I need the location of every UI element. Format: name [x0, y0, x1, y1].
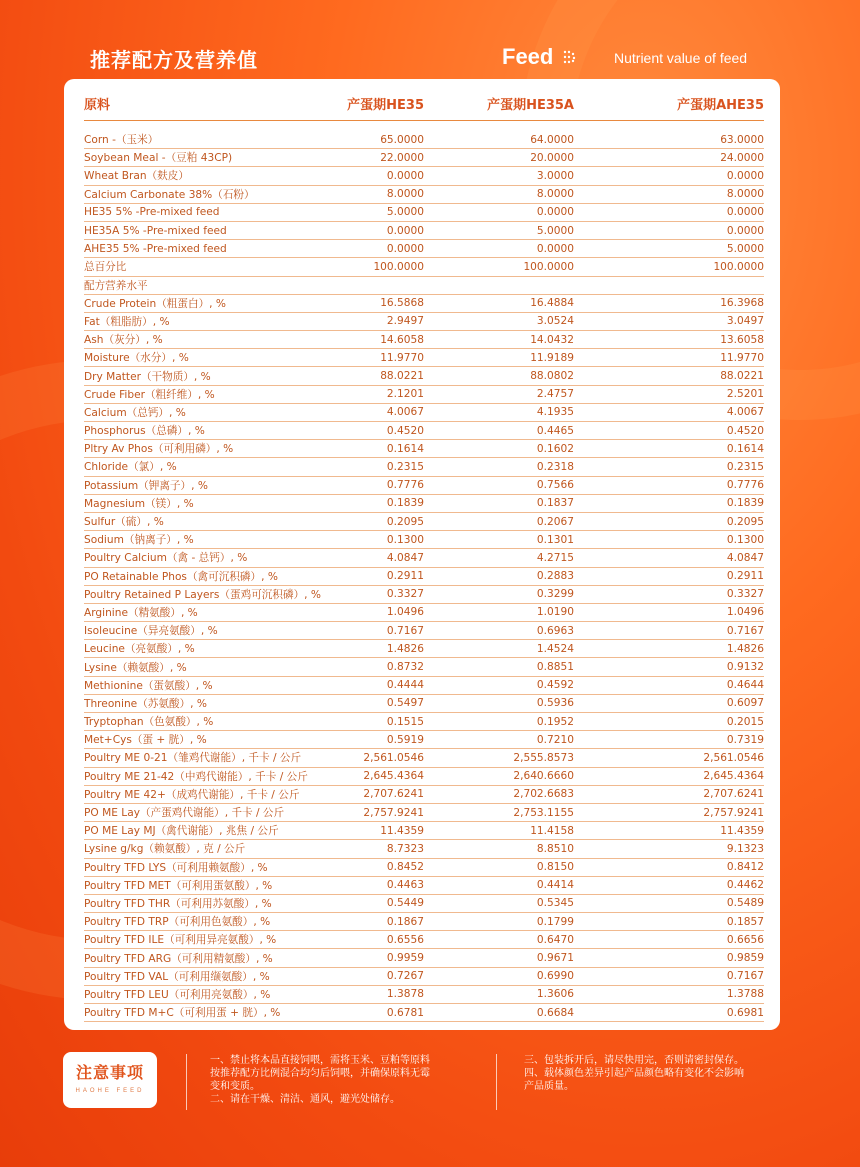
- notice-brand: HAOHE FEED: [75, 1088, 145, 1094]
- note-2: 二、请在干燥、清洁、通风，避光处储存。: [210, 1094, 400, 1105]
- cell-he35a: 2.4757: [424, 385, 574, 403]
- cell-he35: 2,757.9241: [344, 803, 424, 821]
- cell-he35: 0.2315: [344, 458, 424, 476]
- table-row: [84, 531, 764, 549]
- table-row: [84, 276, 764, 294]
- column-header-ahe35: 产蛋期AHE35: [574, 86, 764, 121]
- cell-ahe35: 0.0000: [574, 221, 764, 239]
- table-row: [84, 749, 764, 767]
- cell-he35: 0.4444: [344, 676, 424, 694]
- cell-he35a: 0.4414: [424, 876, 574, 894]
- cell-he35: 0.7267: [344, 967, 424, 985]
- cell-ingredient: PO ME Lay（产蛋鸡代谢能）, 千卡 / 公斤: [84, 803, 344, 821]
- cell-he35: 0.5449: [344, 894, 424, 912]
- cell-ahe35: 1.3788: [574, 985, 764, 1003]
- table-row: [84, 785, 764, 803]
- cell-ahe35: 0.0000: [574, 167, 764, 185]
- table-row: [84, 713, 764, 731]
- cell-ahe35: 3.0497: [574, 312, 764, 330]
- cell-he35: 0.5497: [344, 694, 424, 712]
- cell-ahe35: 8.0000: [574, 185, 764, 203]
- cell-he35: 0.9959: [344, 949, 424, 967]
- cell-ingredient: Fat（粗脂肪）, %: [84, 312, 344, 330]
- cell-he35a: 0.0000: [424, 203, 574, 221]
- table-row: [84, 822, 764, 840]
- cell-he35a: 0.5936: [424, 694, 574, 712]
- cell-ahe35: 2.5201: [574, 385, 764, 403]
- cell-ahe35: 9.1323: [574, 840, 764, 858]
- table-row: [84, 676, 764, 694]
- cell-ingredient: PO Retainable Phos（禽可沉积磷）, %: [84, 567, 344, 585]
- cell-ahe35: 0.7319: [574, 731, 764, 749]
- cell-he35a: 0.1301: [424, 531, 574, 549]
- note-1-line-1: 一、禁止将本品直接饲喂，需将玉米、豆粕等原料: [210, 1055, 430, 1066]
- cell-he35a: 0.1799: [424, 913, 574, 931]
- cell-ingredient: Poultry TFD M+C（可利用蛋 + 胱）, %: [84, 1004, 344, 1022]
- cell-ahe35: 13.6058: [574, 331, 764, 349]
- cell-he35a: 3.0000: [424, 167, 574, 185]
- cell-he35: 0.4520: [344, 422, 424, 440]
- cell-ahe35: 63.0000: [574, 131, 764, 149]
- cell-he35: 0.6556: [344, 931, 424, 949]
- cell-he35a: 2,753.1155: [424, 803, 574, 821]
- cell-he35: 0.2911: [344, 567, 424, 585]
- cell-ingredient: Poultry TFD VAL（可利用缬氨酸）, %: [84, 967, 344, 985]
- cell-ahe35: 24.0000: [574, 149, 764, 167]
- cell-he35: 0.1867: [344, 913, 424, 931]
- table-row: [84, 149, 764, 167]
- cell-he35: 0.0000: [344, 240, 424, 258]
- note-3: 三、包装拆开后，请尽快用完，否则请密封保存。: [524, 1055, 744, 1066]
- table-row: [84, 603, 764, 621]
- notes-column-1: [210, 1054, 480, 1106]
- cell-ingredient: Poultry Retained P Layers（蛋鸡可沉积磷）, %: [84, 585, 344, 603]
- cell-he35a: 16.4884: [424, 294, 574, 312]
- cell-he35a: 0.2067: [424, 512, 574, 530]
- cell-ingredient: 总百分比: [84, 258, 344, 276]
- cell-ingredient: Crude Fiber（粗纤维）, %: [84, 385, 344, 403]
- table-spacer: [84, 121, 764, 132]
- cell-ingredient: Magnesium（镁）, %: [84, 494, 344, 512]
- cell-he35a: 0.2883: [424, 567, 574, 585]
- cell-he35a: 4.2715: [424, 549, 574, 567]
- cell-ingredient: Leucine（亮氨酸）, %: [84, 640, 344, 658]
- cell-he35a: 0.7210: [424, 731, 574, 749]
- cell-ingredient: AHE35 5% -Pre-mixed feed: [84, 240, 344, 258]
- cell-he35a: 0.4465: [424, 422, 574, 440]
- note-1-line-2: 按推荐配方比例混合均匀后饲喂，并确保原料无霉: [210, 1068, 430, 1079]
- cell-ingredient: Poultry TFD TRP（可利用色氨酸）, %: [84, 913, 344, 931]
- cell-ahe35: 0.2015: [574, 713, 764, 731]
- page-header: [0, 0, 860, 80]
- cell-ingredient: Poultry TFD MET（可利用蛋氨酸）, %: [84, 876, 344, 894]
- cell-ahe35: 0.6656: [574, 931, 764, 949]
- table-row: [84, 458, 764, 476]
- cell-he35: 0.2095: [344, 512, 424, 530]
- cell-ahe35: 0.2315: [574, 458, 764, 476]
- column-header-he35: 产蛋期HE35: [344, 86, 424, 121]
- cell-ingredient: Corn -（玉米）: [84, 131, 344, 149]
- cell-ingredient: Poultry TFD ARG（可利用精氨酸）, %: [84, 949, 344, 967]
- column-header-ingredient: 原料: [84, 86, 344, 121]
- cell-ingredient: Threonine（苏氨酸）, %: [84, 694, 344, 712]
- cell-he35: 8.7323: [344, 840, 424, 858]
- table-row: [84, 367, 764, 385]
- cell-ahe35: 1.0496: [574, 603, 764, 621]
- cell-ahe35: 0.7776: [574, 476, 764, 494]
- cell-he35: 11.4359: [344, 822, 424, 840]
- cell-ingredient: Methionine（蛋氨酸）, %: [84, 676, 344, 694]
- cell-ingredient: Poultry TFD ILE（可利用异亮氨酸）, %: [84, 931, 344, 949]
- cell-he35a: 64.0000: [424, 131, 574, 149]
- note-4-line-1: 四、载体颜色差异引起产品颜色略有变化不会影响: [524, 1068, 744, 1079]
- cell-he35: 0.8452: [344, 858, 424, 876]
- cell-he35a: 0.3299: [424, 585, 574, 603]
- cell-he35a: 20.0000: [424, 149, 574, 167]
- cell-ahe35: 0.2911: [574, 567, 764, 585]
- cell-ahe35: 2,561.0546: [574, 749, 764, 767]
- table-header-row: [84, 86, 764, 121]
- table-row: [84, 294, 764, 312]
- cell-he35a: 1.0190: [424, 603, 574, 621]
- cell-ahe35: 0.0000: [574, 203, 764, 221]
- cell-he35a: 2,640.6660: [424, 767, 574, 785]
- cell-ingredient: Calcium（总钙）, %: [84, 403, 344, 421]
- cell-he35a: 0.8851: [424, 658, 574, 676]
- column-header-he35a: 产蛋期HE35A: [424, 86, 574, 121]
- nutrient-table-card: [64, 79, 780, 1030]
- cell-ahe35: 2,645.4364: [574, 767, 764, 785]
- cell-he35: 1.0496: [344, 603, 424, 621]
- cell-ahe35: 0.9859: [574, 949, 764, 967]
- cell-ahe35: 0.6097: [574, 694, 764, 712]
- cell-ingredient: Pltry Av Phos（可利用磷）, %: [84, 440, 344, 458]
- cell-ingredient: Poultry TFD LYS（可利用赖氨酸）, %: [84, 858, 344, 876]
- page-title: 推荐配方及营养值: [90, 48, 258, 72]
- cell-ingredient: Poultry Calcium（禽 - 总钙）, %: [84, 549, 344, 567]
- cell-ingredient: Sodium（钠离子）, %: [84, 531, 344, 549]
- cell-he35: 11.9770: [344, 349, 424, 367]
- brand-logo: Feed: [502, 44, 554, 69]
- cell-he35: 1.4826: [344, 640, 424, 658]
- cell-ahe35: 0.1614: [574, 440, 764, 458]
- cell-he35: 0.1515: [344, 713, 424, 731]
- cell-ingredient: Moisture（水分）, %: [84, 349, 344, 367]
- cell-ahe35: 100.0000: [574, 258, 764, 276]
- table-row: [84, 185, 764, 203]
- cell-ingredient: HE35A 5% -Pre-mixed feed: [84, 221, 344, 239]
- table-row: [84, 422, 764, 440]
- cell-he35: 0.4463: [344, 876, 424, 894]
- table-row: [84, 640, 764, 658]
- cell-ingredient: Poultry ME 21-42（中鸡代谢能）, 千卡 / 公斤: [84, 767, 344, 785]
- table-row: [84, 167, 764, 185]
- page-subtitle: Nutrient value of feed: [614, 50, 748, 66]
- cell-ahe35: 88.0221: [574, 367, 764, 385]
- cell-ingredient: Met+Cys（蛋 + 胱）, %: [84, 731, 344, 749]
- cell-ahe35: 0.2095: [574, 512, 764, 530]
- cell-he35: 5.0000: [344, 203, 424, 221]
- cell-he35a: 0.7566: [424, 476, 574, 494]
- cell-he35: 2,645.4364: [344, 767, 424, 785]
- divider: [186, 1054, 187, 1110]
- cell-ingredient: Poultry ME 0-21（雏鸡代谢能）, 千卡 / 公斤: [84, 749, 344, 767]
- cell-he35a: 0.6990: [424, 967, 574, 985]
- cell-he35: 0.7167: [344, 622, 424, 640]
- table-row: [84, 949, 764, 967]
- cell-ahe35: 16.3968: [574, 294, 764, 312]
- cell-ahe35: 4.0847: [574, 549, 764, 567]
- cell-he35: 8.0000: [344, 185, 424, 203]
- table-row: [84, 985, 764, 1003]
- table-row: [84, 767, 764, 785]
- cell-he35a: 0.0000: [424, 240, 574, 258]
- cell-he35a: 0.9671: [424, 949, 574, 967]
- table-row: [84, 840, 764, 858]
- cell-ahe35: [574, 276, 764, 294]
- table-row: [84, 549, 764, 567]
- cell-ahe35: 0.7167: [574, 622, 764, 640]
- cell-he35: 0.5919: [344, 731, 424, 749]
- table-row: [84, 349, 764, 367]
- table-row: [84, 312, 764, 330]
- cell-ahe35: 2,707.6241: [574, 785, 764, 803]
- table-row: [84, 858, 764, 876]
- cell-he35a: 0.6963: [424, 622, 574, 640]
- cell-he35: 100.0000: [344, 258, 424, 276]
- cell-he35a: 0.1952: [424, 713, 574, 731]
- cell-ingredient: Wheat Bran（麸皮）: [84, 167, 344, 185]
- cell-he35: 16.5868: [344, 294, 424, 312]
- cell-ingredient: 配方营养水平: [84, 276, 344, 294]
- cell-he35a: 4.1935: [424, 403, 574, 421]
- table-row: [84, 585, 764, 603]
- cell-he35a: 88.0802: [424, 367, 574, 385]
- cell-ingredient: Isoleucine（异亮氨酸）, %: [84, 622, 344, 640]
- table-row: [84, 967, 764, 985]
- table-row: [84, 931, 764, 949]
- cell-ingredient: Dry Matter（干物质）, %: [84, 367, 344, 385]
- table-row: [84, 258, 764, 276]
- cell-ahe35: 0.1857: [574, 913, 764, 931]
- notice-title: 注意事项: [75, 1063, 144, 1082]
- cell-ahe35: 2,757.9241: [574, 803, 764, 821]
- cell-ahe35: 0.5489: [574, 894, 764, 912]
- cell-he35a: 0.5345: [424, 894, 574, 912]
- table-spacer-cell: [84, 121, 764, 132]
- cell-he35a: 2,555.8573: [424, 749, 574, 767]
- table-row: [84, 894, 764, 912]
- cell-he35a: 0.6470: [424, 931, 574, 949]
- cell-ahe35: 0.7167: [574, 967, 764, 985]
- nutrient-table: [84, 86, 764, 1022]
- table-body: [84, 121, 764, 1022]
- cell-ahe35: 0.3327: [574, 585, 764, 603]
- cell-he35a: 0.6684: [424, 1004, 574, 1022]
- cell-he35: 88.0221: [344, 367, 424, 385]
- cell-he35: 0.6781: [344, 1004, 424, 1022]
- cell-ingredient: Arginine（精氨酸）, %: [84, 603, 344, 621]
- cell-he35: 2,707.6241: [344, 785, 424, 803]
- cell-ahe35: 11.9770: [574, 349, 764, 367]
- cell-he35a: 11.9189: [424, 349, 574, 367]
- cell-ingredient: Sulfur（硫）, %: [84, 512, 344, 530]
- table-row: [84, 658, 764, 676]
- table-row: [84, 913, 764, 931]
- table-row: [84, 567, 764, 585]
- cell-ingredient: Poultry TFD LEU（可利用亮氨酸）, %: [84, 985, 344, 1003]
- cell-he35: 1.3878: [344, 985, 424, 1003]
- cell-he35: 4.0067: [344, 403, 424, 421]
- cell-he35: [344, 276, 424, 294]
- cell-he35a: 8.8510: [424, 840, 574, 858]
- cell-ingredient: Potassium（钾离子）, %: [84, 476, 344, 494]
- cell-ingredient: Lysine g/kg（赖氨酸）, 克 / 公斤: [84, 840, 344, 858]
- table-row: [84, 240, 764, 258]
- cell-ahe35: 0.9132: [574, 658, 764, 676]
- table-row: [84, 131, 764, 149]
- cell-he35: 2.1201: [344, 385, 424, 403]
- table-row: [84, 694, 764, 712]
- cell-he35: 0.0000: [344, 167, 424, 185]
- cell-he35a: 0.4592: [424, 676, 574, 694]
- table-row: [84, 1004, 764, 1022]
- cell-he35a: 14.0432: [424, 331, 574, 349]
- cell-he35a: 0.1837: [424, 494, 574, 512]
- cell-he35a: 2,702.6683: [424, 785, 574, 803]
- footer: [0, 1040, 860, 1167]
- cell-he35: 0.1614: [344, 440, 424, 458]
- table-row: [84, 440, 764, 458]
- cell-ahe35: 4.0067: [574, 403, 764, 421]
- cell-he35a: 3.0524: [424, 312, 574, 330]
- cell-ingredient: Ash（灰分）, %: [84, 331, 344, 349]
- notes-column-2: [524, 1054, 794, 1093]
- cell-ingredient: Lysine（赖氨酸）, %: [84, 658, 344, 676]
- table-row: [84, 622, 764, 640]
- cell-ingredient: Phosphorus（总磷）, %: [84, 422, 344, 440]
- table-row: [84, 331, 764, 349]
- divider: [496, 1054, 497, 1110]
- notice-badge: [63, 1052, 157, 1108]
- cell-ahe35: 0.4462: [574, 876, 764, 894]
- cell-ahe35: 0.4520: [574, 422, 764, 440]
- cell-ingredient: Crude Protein（粗蛋白）, %: [84, 294, 344, 312]
- table-row: [84, 476, 764, 494]
- cell-ingredient: Chloride（氯）, %: [84, 458, 344, 476]
- cell-he35a: 1.4524: [424, 640, 574, 658]
- cell-he35: 0.8732: [344, 658, 424, 676]
- cell-ingredient: HE35 5% -Pre-mixed feed: [84, 203, 344, 221]
- cell-ingredient: Soybean Meal -（豆粕 43CP): [84, 149, 344, 167]
- table-row: [84, 385, 764, 403]
- cell-he35a: 1.3606: [424, 985, 574, 1003]
- cell-he35a: 0.2318: [424, 458, 574, 476]
- cell-ahe35: 0.8412: [574, 858, 764, 876]
- table-row: [84, 803, 764, 821]
- cell-he35a: 0.8150: [424, 858, 574, 876]
- cell-he35a: 8.0000: [424, 185, 574, 203]
- cell-ahe35: 0.4644: [574, 676, 764, 694]
- cell-ahe35: 11.4359: [574, 822, 764, 840]
- table-row: [84, 876, 764, 894]
- cell-he35: 22.0000: [344, 149, 424, 167]
- table-row: [84, 203, 764, 221]
- table-row: [84, 512, 764, 530]
- cell-ingredient: Tryptophan（色氨酸）, %: [84, 713, 344, 731]
- cell-he35: 0.1839: [344, 494, 424, 512]
- cell-he35: 0.1300: [344, 531, 424, 549]
- cell-he35: 2,561.0546: [344, 749, 424, 767]
- cell-he35a: 100.0000: [424, 258, 574, 276]
- cell-ahe35: 0.6981: [574, 1004, 764, 1022]
- cell-ingredient: Poultry TFD THR（可利用苏氨酸）, %: [84, 894, 344, 912]
- cell-ingredient: PO ME Lay MJ（禽代谢能）, 兆焦 / 公斤: [84, 822, 344, 840]
- cell-he35a: 5.0000: [424, 221, 574, 239]
- cell-ahe35: 5.0000: [574, 240, 764, 258]
- cell-he35a: 11.4158: [424, 822, 574, 840]
- cell-he35a: [424, 276, 574, 294]
- cell-he35: 4.0847: [344, 549, 424, 567]
- note-4-line-2: 产品质量。: [524, 1081, 574, 1092]
- cell-he35: 0.0000: [344, 221, 424, 239]
- logo-dots-icon: [563, 50, 577, 64]
- cell-ahe35: 1.4826: [574, 640, 764, 658]
- cell-he35: 14.6058: [344, 331, 424, 349]
- cell-he35: 0.7776: [344, 476, 424, 494]
- table-row: [84, 403, 764, 421]
- table-row: [84, 731, 764, 749]
- cell-ahe35: 0.1839: [574, 494, 764, 512]
- cell-he35: 65.0000: [344, 131, 424, 149]
- cell-ingredient: Calcium Carbonate 38%（石粉）: [84, 185, 344, 203]
- cell-he35: 2.9497: [344, 312, 424, 330]
- cell-he35: 0.3327: [344, 585, 424, 603]
- cell-ahe35: 0.1300: [574, 531, 764, 549]
- table-row: [84, 221, 764, 239]
- cell-he35a: 0.1602: [424, 440, 574, 458]
- cell-ingredient: Poultry ME 42+（成鸡代谢能）, 千卡 / 公斤: [84, 785, 344, 803]
- note-1-line-3: 变和变质。: [210, 1081, 260, 1092]
- table-row: [84, 494, 764, 512]
